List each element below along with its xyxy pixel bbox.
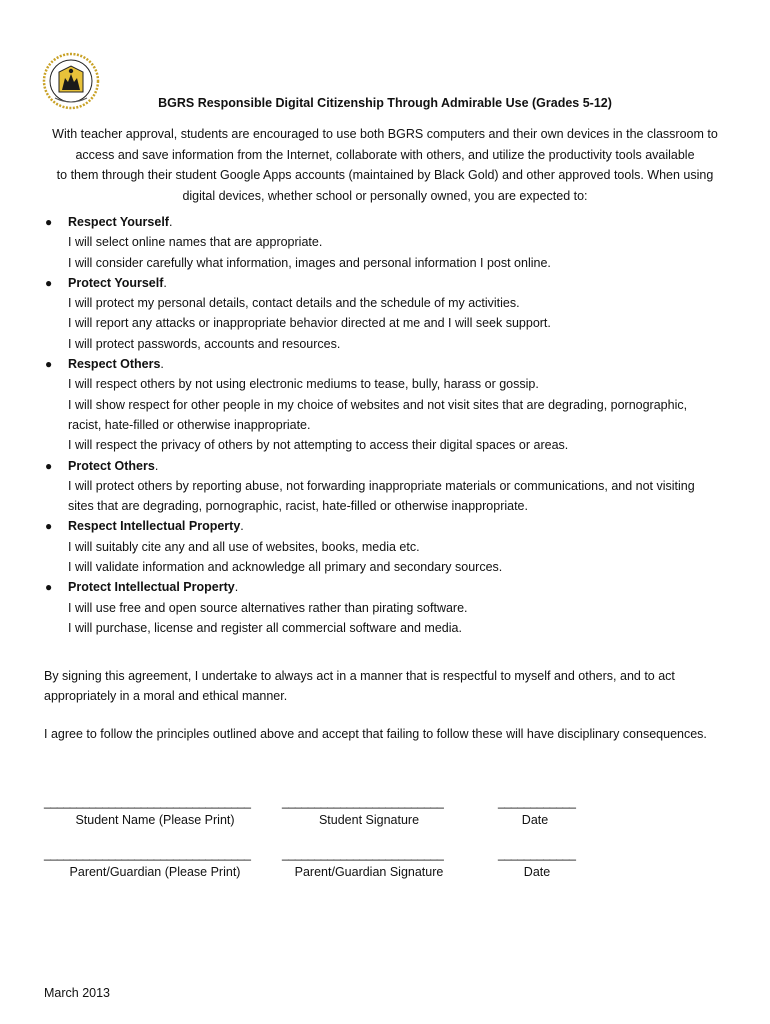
list-item <box>0 354 770 455</box>
agreement-line: By signing this agreement, I undertake to always act in a manner that is respectful to myself and others, and to act <box>44 669 675 683</box>
section-line: I will report any attacks or inappropriate behavior directed at me and I will seek support. <box>68 316 551 331</box>
section-heading: Respect Others. <box>68 357 164 372</box>
list-item <box>0 273 770 354</box>
section-line: I will respect the privacy of others by not attempting to access their digital spaces or areas. <box>68 438 569 453</box>
parent-signature-label: Parent/Guardian Signature <box>294 865 444 879</box>
agreement-paragraph <box>44 666 734 706</box>
section-line: I will purchase, license and register all commercial software and media. <box>68 620 462 635</box>
parent-date-label: Date <box>523 865 551 879</box>
list-item <box>0 456 770 517</box>
section-line: I will suitably cite any and all use of websites, books, media etc. <box>68 539 420 554</box>
student-name-field[interactable]: ________________________________ <box>44 795 251 809</box>
intro-line: to them through their student Google Apps accounts (maintained by Black Gold) and other approved tools. When using <box>56 168 714 182</box>
section-line: I will respect others by not using electronic mediums to tease, bully, harass or gossip. <box>68 377 539 392</box>
intro-line: digital devices, whether school or personally owned, you are expected to: <box>182 188 588 203</box>
section-line: I will show respect for other people in my choice of websites and not visit sites that are degrading, pornographic, racist, hate-filled or otherwise inappropriate. <box>68 397 688 432</box>
intro-line: With teacher approval, students are encouraged to use both BGRS computers and their own devices in the classroom to <box>52 127 718 141</box>
footer-date: March 2013 <box>44 986 111 1000</box>
parent-signature-field[interactable]: _________________________ <box>282 847 444 861</box>
parent-name-field[interactable]: ________________________________ <box>44 847 251 861</box>
student-signature-label: Student Signature <box>318 813 420 827</box>
bullet-glyph: ● <box>45 357 53 372</box>
section-heading: Respect Yourself. <box>68 215 173 229</box>
student-date-field[interactable]: ____________ <box>498 795 576 809</box>
section-line: I will protect passwords, accounts and resources. <box>68 336 341 351</box>
student-date-label: Date <box>521 813 549 827</box>
bullet-glyph: ● <box>45 519 53 534</box>
list-item <box>0 577 770 638</box>
bullet-glyph: ● <box>45 275 53 290</box>
parent-name-label: Parent/Guardian (Please Print) <box>69 865 241 879</box>
intro-paragraph <box>40 124 730 206</box>
parent-date-field[interactable]: ____________ <box>498 847 576 861</box>
document-title: BGRS Responsible Digital Citizenship Through Admirable Use (Grades 5-12) <box>158 96 612 110</box>
list-item <box>0 516 770 577</box>
bullet-glyph: ● <box>45 458 53 473</box>
section-line: I will use free and open source alternatives rather than pirating software. <box>68 600 468 615</box>
section-heading: Protect Others. <box>68 458 159 473</box>
bullet-glyph: ● <box>45 215 53 229</box>
section-line: I will validate information and acknowledge all primary and secondary sources. <box>68 560 503 575</box>
section-line: I will consider carefully what information, images and personal information I post online. <box>68 255 551 270</box>
section-heading: Protect Intellectual Property. <box>68 580 239 595</box>
agreement-line: appropriately in a moral and ethical manner. <box>44 689 288 703</box>
section-line: I will protect others by reporting abuse, not forwarding inappropriate materials or communications, and not visiting sites that are degrading, pornographic, racist, hate-filled or otherwise inappropriate. <box>68 478 695 514</box>
student-name-label: Student Name (Please Print) <box>75 813 235 827</box>
principles-list <box>0 212 770 638</box>
consequence-paragraph: I agree to follow the principles outlined above and accept that failing to follow these will have disciplinary consequences. <box>44 727 707 741</box>
section-line: I will protect my personal details, contact details and the schedule of my activities. <box>68 296 520 311</box>
student-signature-field[interactable]: _________________________ <box>282 795 444 809</box>
section-heading: Respect Intellectual Property. <box>68 519 244 534</box>
section-line: I will select online names that are appropriate. <box>68 235 323 250</box>
bullet-glyph: ● <box>45 580 53 595</box>
section-heading: Protect Yourself. <box>68 275 167 290</box>
list-item <box>0 212 770 273</box>
intro-line: access and save information from the Internet, collaborate with others, and utilize the productivity tools available <box>75 147 695 162</box>
